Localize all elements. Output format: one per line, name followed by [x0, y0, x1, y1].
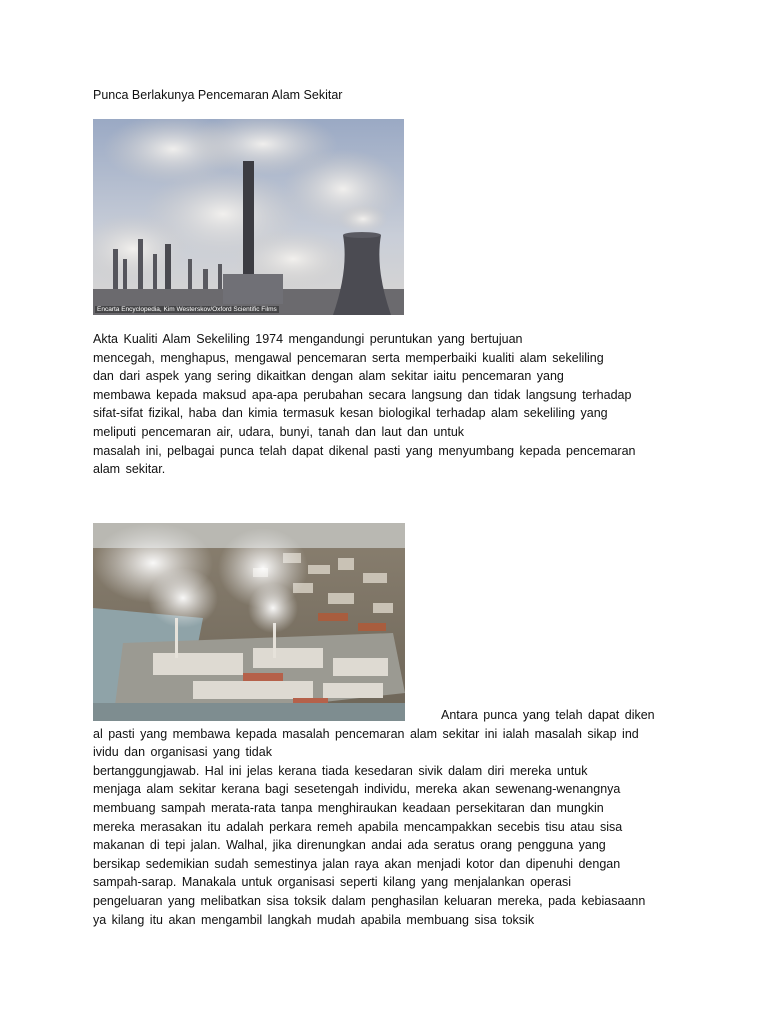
photo-credit: Encarta Encyclopedia, Kim Westerskov/Oxford Scientific Films — [97, 306, 277, 313]
paragraph-line: pengeluaran yang melibatkan sisa toksik dalam penghasilan keluaran mereka, pada kebiasaann — [93, 893, 646, 908]
industrial-smoke-illustration — [93, 119, 404, 315]
paragraph-line: menjaga alam sekitar kerana bagi sesetengah individu, mereka akan sewenang-wenangnya — [93, 782, 621, 797]
paragraph-line: masalah ini, pelbagai punca telah dapat dikenal pasti yang menyumbang kepada pencemaran — [93, 443, 636, 458]
paragraph-line: dan dari aspek yang sering dikaitkan dengan alam sekitar iaitu pencemaran yang — [93, 369, 564, 384]
paragraph-line: bertanggungjawab. Hal ini jelas kerana tiada kesedaran sivik dalam diri mereka untuk — [93, 763, 588, 778]
document-title: Punca Berlakunya Pencemaran Alam Sekitar — [93, 88, 343, 102]
paragraph-2 — [93, 706, 655, 929]
paragraph-line: membawa kepada maksud apa-apa perubahan secara langsung dan tidak langsung terhadap — [93, 387, 632, 402]
paragraph-line: alam sekitar. — [93, 462, 166, 477]
paragraph-line: Akta Kualiti Alam Sekeliling 1974 mengandungi peruntukan yang bertujuan — [93, 332, 523, 346]
paragraph-line: meliputi pencemaran air, udara, bunyi, tanah dan laut dan untuk — [93, 424, 465, 439]
paragraph-line: mencegah, menghapus, mengawal pencemaran serta memperbaiki kualiti alam sekeliling — [93, 350, 604, 365]
paragraph-line: sampah-sarap. Manakala untuk organisasi seperti kilang yang menjalankan operasi — [93, 875, 572, 890]
paragraph-line: makanan di tepi jalan. Walhal, jika direnungkan andai ada seratus orang pengguna yang — [93, 838, 606, 853]
paragraph-line: sifat-sifat fizikal, haba dan kimia termasuk kesan biologikal terhadap alam sekeliling yang — [93, 406, 608, 421]
paragraph-line: ya kilang itu akan mengambil langkah mudah apabila membuang sisa toksik — [93, 912, 535, 927]
paragraph-1 — [93, 330, 636, 479]
paragraph-line: ividu dan organisasi yang tidak — [93, 745, 272, 760]
paragraph-line: bersikap sedemikian sudah semestinya jalan raya akan menjadi kotor dan dipenuhi dengan — [93, 856, 621, 871]
paragraph-line: membuang sampah merata-rata tanpa menghiraukan keadaan persekitaran dan mungkin — [93, 800, 604, 815]
industrial-smoke-photo — [93, 119, 404, 315]
factory-aerial-photo — [93, 523, 405, 721]
paragraph-line: Antara punca yang telah dapat diken — [441, 708, 655, 722]
paragraph-line: al pasti yang membawa kepada masalah pencemaran alam sekitar ini ialah masalah sikap ind — [93, 726, 639, 741]
paragraph-line: mereka merasakan itu adalah perkara remeh apabila mencampakkan secebis tisu atau sisa — [93, 819, 623, 834]
factory-aerial-illustration — [93, 523, 405, 721]
